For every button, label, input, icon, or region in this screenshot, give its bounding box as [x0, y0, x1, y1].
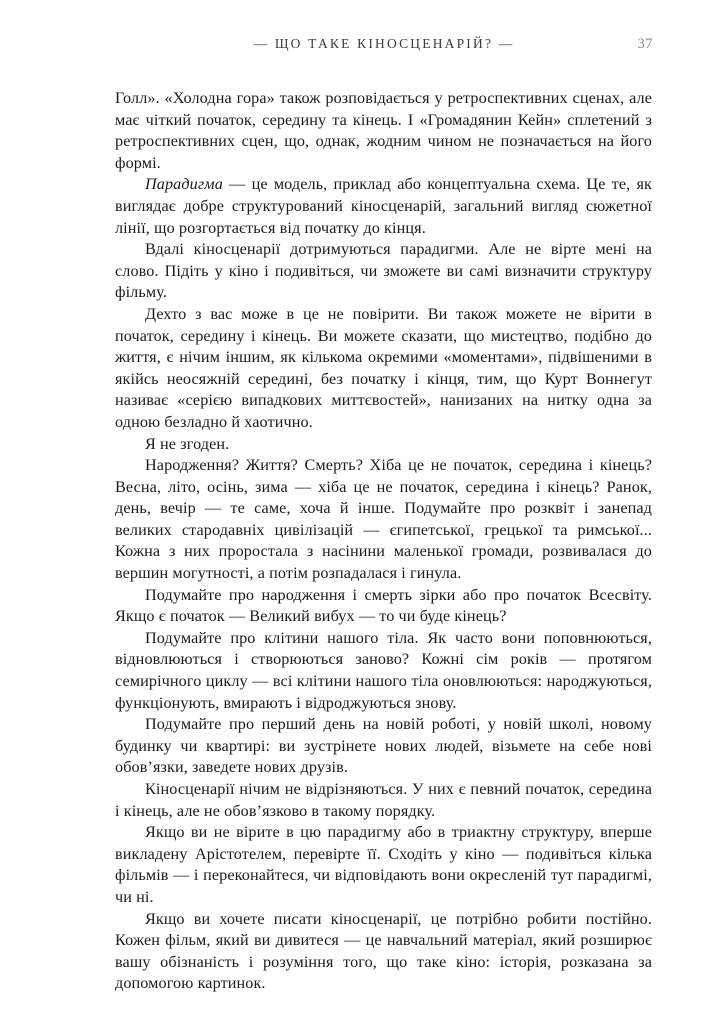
- text-segment: Народження? Життя? Смерть? Хіба це не початок, середина і кінець? Весна, літо, осінь, зима — хіба це не початок, середина і кінець? Ранок, день, вечір — те саме, хоча й інше. Подумайте про розквіт і занепад великих стародавніх цивілізацій — єгипетської, грецької та римської... Кожна з них проростала з насінини маленької громади, розвивалася до вершин могутності, а потім розпадалася і гинула.: [115, 456, 652, 583]
- paragraph: [115, 585, 652, 628]
- running-title: — ЩО ТАКЕ КІНОСЦЕНАРІЙ? —: [253, 36, 515, 51]
- page-header: [115, 36, 653, 56]
- paragraph: [115, 779, 652, 822]
- paragraph: [115, 628, 652, 714]
- paragraph: [115, 174, 652, 239]
- text-segment: Вдалі кіносценарії дотримуються парадигми. Але не вірте мені на слово. Підіть у кіно і подивіться, чи зможете ви самі визначити структуру фільму.: [115, 240, 652, 302]
- paragraph: [115, 88, 652, 174]
- text-segment: Кіносценарії нічим не відрізняються. У них є певний початок, середина і кінець, але не обов’язково в такому порядку.: [115, 780, 652, 820]
- paragraph: [115, 909, 652, 995]
- text-segment: Подумайте про клітини нашого тіла. Як часто вони поповнюються, відновлюються і створюються заново? Кожні сім років — протягом семирічного циклу — всі клітини нашого тіла оновлюються: народжуються, функціонують, вмирають і відроджуються знову.: [115, 628, 652, 712]
- text-segment: Голл». «Холодна гора» також розповідається у ретроспективних сценах, але має чіткий початок, середину та кінець. І «Громадянин Кейн» сплетений з ретроспективних сцен, що, однак, жодним чином не позначається на його формі.: [115, 89, 652, 172]
- text-segment: Дехто з вас може в це не повірити. Ви також можете не вірити в початок, середину і кінець. Ви можете сказати, що мистецтво, подібно до життя, є нічим іншим, як кількома окремими «моментами», підвішеними в якійсь неосяжній середині, без початку і кінця, тим, що Курт Воннегут називає «серією випадкових миттєвостей», нанизаних на нитку одна за одною безладно й хаотично.: [115, 304, 652, 431]
- paragraph: [115, 822, 652, 908]
- paragraph: [115, 455, 652, 585]
- paragraph: [115, 434, 652, 456]
- paragraph: [115, 239, 652, 304]
- text-segment: Я не згоден.: [145, 434, 230, 453]
- page-number: 37: [637, 36, 653, 52]
- text-segment: Якщо ви не вірите в цю парадигму або в триактну структуру, вперше викладену Арістотелем, перевірте її. Сходіть у кіно — подивіться кілька фільмів — і переконайтеся, чи відповідають вони окресленій тут парадигмі, чи ні.: [115, 823, 652, 906]
- text-segment: Подумайте про перший день на новій роботі, у новій школі, новому будинку чи квартирі: ви зустрінете нових людей, візьмете на себе нові обов’язки, заведете нових друзів.: [115, 715, 652, 777]
- paragraph: [115, 714, 652, 779]
- page-body: [115, 88, 652, 995]
- text-segment: Якщо ви хочете писати кіносценарії, це потрібно робити постійно. Кожен фільм, який ви дивитеся — це навчальний матеріал, який розширює вашу обізнаність і розуміння того, що таке кіно: історія, розказана за допомогою картинок.: [115, 909, 652, 993]
- text-segment: — це модель, приклад або концептуальна схема. Це те, як виглядає добре структурований кіносценарій, загальний вигляд сюжетної лінії, що розгортається від початку до кінця.: [115, 175, 652, 237]
- italic-term: Парадигма: [145, 175, 223, 194]
- text-segment: Подумайте про народження і смерть зірки або про початок Всесвіту. Якщо є початок — Великий вибух — то чи буде кінець?: [115, 585, 652, 626]
- paragraph: [115, 304, 652, 434]
